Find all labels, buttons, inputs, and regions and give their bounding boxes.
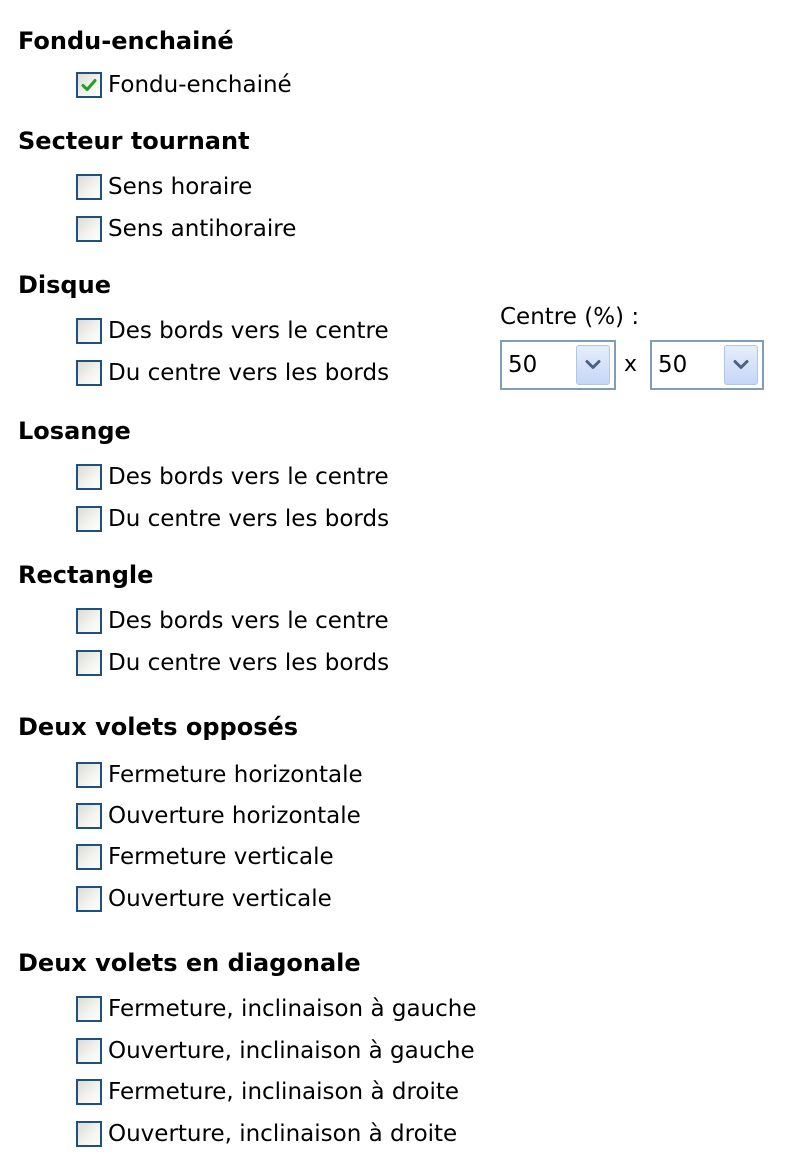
checkbox-label: Des bords vers le centre bbox=[108, 318, 389, 344]
checkbox-label: Ouverture verticale bbox=[108, 886, 332, 912]
centre-separator: x bbox=[624, 352, 638, 377]
centre-x-dropdown-button[interactable] bbox=[576, 345, 610, 385]
checkbox-label: Fermeture horizontale bbox=[108, 762, 363, 788]
checkbox-label: Du centre vers les bords bbox=[108, 650, 390, 676]
centre-label: Centre (%) : bbox=[500, 304, 640, 330]
checkbox-box[interactable] bbox=[76, 216, 102, 242]
checkbox-box[interactable] bbox=[76, 650, 102, 676]
checkbox-box[interactable] bbox=[76, 1079, 102, 1105]
checkbox-sens-horaire[interactable] bbox=[76, 172, 252, 202]
checkbox-ouverture-inclinaison-droite[interactable] bbox=[76, 1119, 457, 1149]
checkbox-label: Fermeture, inclinaison à droite bbox=[108, 1079, 460, 1105]
checkbox-label: Ouverture horizontale bbox=[108, 803, 361, 829]
checkbox-label: Du centre vers les bords bbox=[108, 360, 390, 386]
checkbox-fermeture-horizontale[interactable] bbox=[76, 760, 363, 790]
section-title-deux-volets-opposes: Deux volets opposés bbox=[18, 713, 299, 741]
checkbox-box[interactable] bbox=[76, 844, 102, 870]
checkbox-losange-centre-vers-bords[interactable] bbox=[76, 504, 389, 534]
checkbox-label: Du centre vers les bords bbox=[108, 506, 390, 532]
centre-x-combobox[interactable] bbox=[500, 340, 616, 390]
checkbox-box[interactable] bbox=[76, 72, 102, 98]
checkbox-label: Ouverture, inclinaison à droite bbox=[108, 1121, 458, 1147]
checkbox-box[interactable] bbox=[76, 886, 102, 912]
checkbox-label: Fondu-enchainé bbox=[108, 72, 292, 98]
section-title-fondu-enchaine: Fondu-enchainé bbox=[18, 27, 234, 55]
checkbox-box[interactable] bbox=[76, 174, 102, 200]
checkbox-box[interactable] bbox=[76, 464, 102, 490]
centre-x-value: 50 bbox=[508, 352, 538, 378]
checkbox-box[interactable] bbox=[76, 506, 102, 532]
checkbox-losange-bords-vers-centre[interactable] bbox=[76, 462, 389, 492]
checkbox-ouverture-inclinaison-gauche[interactable] bbox=[76, 1036, 475, 1066]
centre-y-value: 50 bbox=[658, 352, 688, 378]
checkbox-box[interactable] bbox=[76, 1121, 102, 1147]
checkbox-box[interactable] bbox=[76, 360, 102, 386]
checkbox-ouverture-horizontale[interactable] bbox=[76, 801, 361, 831]
checkbox-box[interactable] bbox=[76, 318, 102, 344]
chevron-down-icon bbox=[733, 359, 749, 371]
checkbox-disque-bords-vers-centre[interactable] bbox=[76, 316, 389, 346]
checkbox-rectangle-centre-vers-bords[interactable] bbox=[76, 648, 389, 678]
checkbox-box[interactable] bbox=[76, 608, 102, 634]
centre-y-dropdown-button[interactable] bbox=[724, 345, 758, 385]
checkbox-label: Ouverture, inclinaison à gauche bbox=[108, 1038, 475, 1064]
checkbox-label: Des bords vers le centre bbox=[108, 464, 389, 490]
checkbox-label: Des bords vers le centre bbox=[108, 608, 389, 634]
checkbox-label: Sens horaire bbox=[108, 174, 253, 200]
centre-y-combobox[interactable] bbox=[650, 340, 764, 390]
checkbox-label: Fermeture, inclinaison à gauche bbox=[108, 996, 477, 1022]
checkbox-box[interactable] bbox=[76, 762, 102, 788]
checkbox-box[interactable] bbox=[76, 1038, 102, 1064]
checkbox-box[interactable] bbox=[76, 803, 102, 829]
section-title-losange: Losange bbox=[18, 417, 131, 445]
checkbox-fermeture-verticale[interactable] bbox=[76, 842, 334, 872]
checkbox-rectangle-bords-vers-centre[interactable] bbox=[76, 606, 389, 636]
checkbox-disque-centre-vers-bords[interactable] bbox=[76, 358, 389, 388]
checkbox-box[interactable] bbox=[76, 996, 102, 1022]
chevron-down-icon bbox=[585, 359, 601, 371]
checkbox-sens-antihoraire[interactable] bbox=[76, 214, 296, 244]
checkbox-label: Fermeture verticale bbox=[108, 844, 334, 870]
section-title-disque: Disque bbox=[18, 271, 111, 299]
checkbox-fondu-enchaine[interactable] bbox=[76, 70, 292, 100]
section-title-secteur-tournant: Secteur tournant bbox=[18, 127, 250, 155]
section-title-rectangle: Rectangle bbox=[18, 561, 154, 589]
checkbox-fermeture-inclinaison-droite[interactable] bbox=[76, 1077, 459, 1107]
checkbox-ouverture-verticale[interactable] bbox=[76, 884, 332, 914]
section-title-deux-volets-diagonale: Deux volets en diagonale bbox=[18, 949, 361, 977]
checkbox-fermeture-inclinaison-gauche[interactable] bbox=[76, 994, 477, 1024]
checkbox-label: Sens antihoraire bbox=[108, 216, 297, 242]
checkmark-icon bbox=[80, 76, 98, 94]
